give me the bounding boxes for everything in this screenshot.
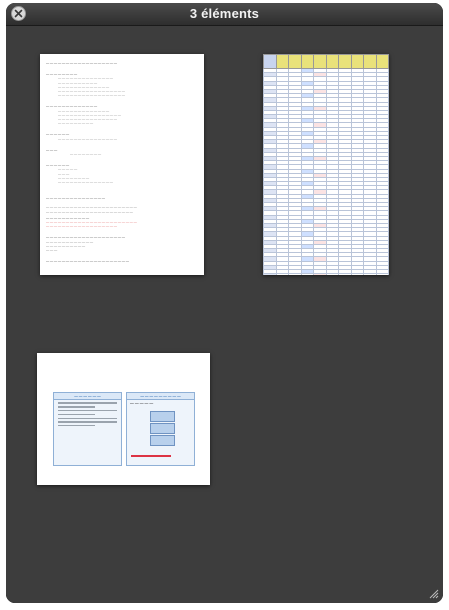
spreadsheet-thumbnail[interactable] <box>263 54 389 275</box>
spreadsheet-preview-grid <box>263 54 389 275</box>
document-thumbnail[interactable] <box>40 54 204 275</box>
title-bar[interactable] <box>6 3 443 26</box>
presentation-thumbnail[interactable] <box>37 353 210 485</box>
slide-panel-left: — — — — — — <box>53 392 122 466</box>
preview-grid <box>6 26 443 603</box>
slide-panel-right: — — — — — — — — — — — — — — <box>126 392 195 466</box>
document-preview-lines: — — — — — — — — — — — — — — — — — — — — — — — — — — — — — — — — — — — — — — — — — — — — — — — — — — — — — — — — — — — — — — — — — — — — — — — — — — — — — — — — — — — — — — — — — — — — — — — — — — — — — — — — — — — — — — — — — — — — — — — — — — — — — — — — — — — — — — — — — — — — — — — — — — — — — — — — — — — — — — — — — — — — — — — — — — — — — — — — — — — — — — — — — — — — — — — — — — — — — — — — — — — — — — — — — — — — — — — — — — — — — — — — — — — — — — — — — — — — — — — — — — — — — — — — — — — — — — — — — — — — — — — — — — — — — — — — — — — — — — — — — — — — — — — — — — — — — — — — — — — — — — — — — — — — — — — — — — — — — — — — — — — — — — — — — — — — — — — — — — — — — — — — — — — — — — — — — — — — — — — — — — — — — — — — — — — — — — — — — — — — — — — — — — — — — — — — — — — — — — — — — — — — — — — — — <box>46 61 137 264</box>
resize-grip-icon[interactable] <box>428 588 439 599</box>
window-title: 3 éléments <box>189 6 260 21</box>
quicklook-window <box>6 3 443 603</box>
